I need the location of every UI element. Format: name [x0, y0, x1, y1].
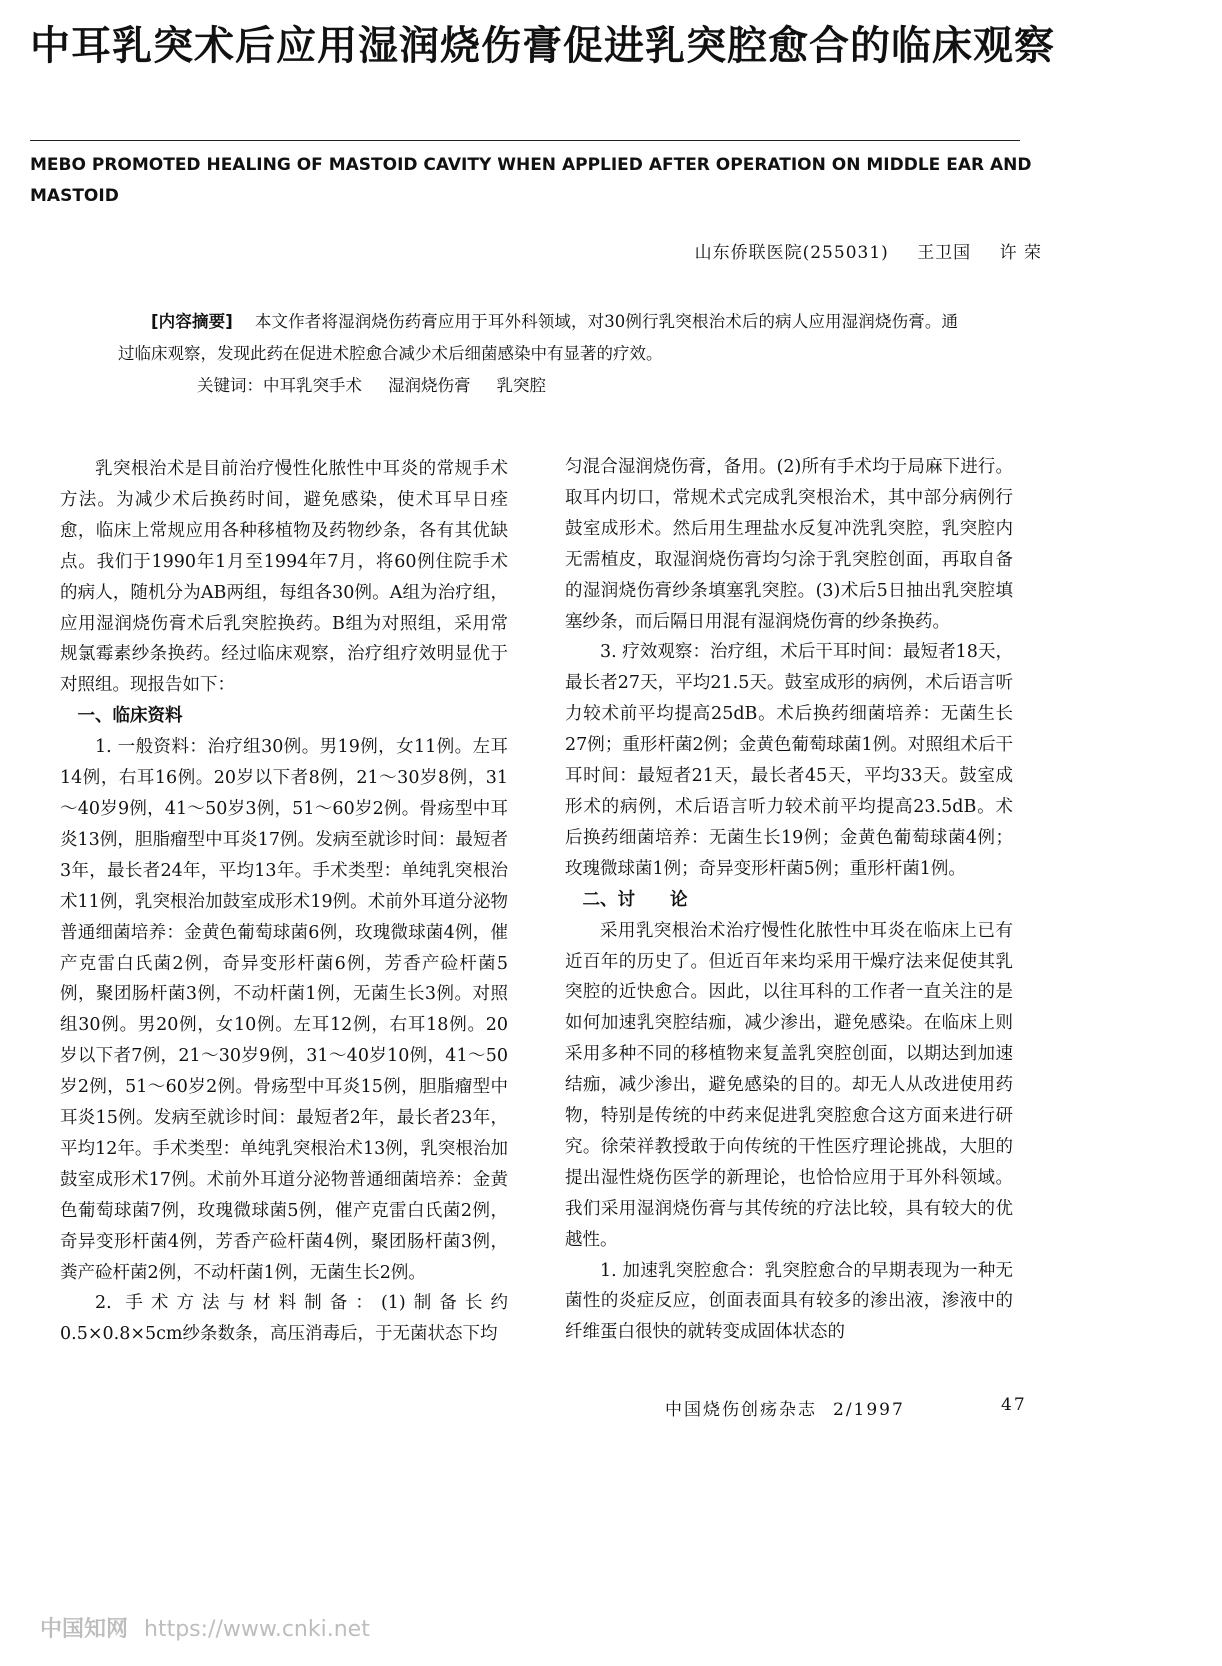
efficacy-paragraph: 3. 疗效观察：治疗组，术后干耳时间：最短者18天，最长者27天，平均21.5天。鼓室成形的病例，术后语言听力较术前平均提高25dB。术后换药细菌培养：无菌生长27例；重形杆菌2例；金黄色葡萄球菌1例。对照组术后干耳时间：最短者21天，最长者45天，平均33天。鼓室成形术的病例，术后语言听力较术前平均提高23.5dB。术后换药细菌培养：无菌生长19例；金黄色葡萄球菌4例；玫瑰微球菌1例；奇异变形杆菌5例；重形杆菌1例。 — [565, 642, 1013, 879]
abstract-paragraph — [118, 306, 958, 370]
surgical-method-paragraph-cont: 匀混合湿润烧伤膏，备用。(2)所有手术均于局麻下进行。取耳内切口，常规术式完成乳突根治术，其中部分病例行鼓室成形术。然后用生理盐水反复冲洗乳突腔，乳突腔内无需植皮，取湿润烧伤膏均匀涂于乳突腔创面，再取自备的湿润烧伤膏纱条填塞乳突腔。(3)术后5日抽出乳突腔填塞纱条，而后隔日用混有湿润烧伤膏的纱条换药。 — [565, 457, 1013, 632]
cnki-watermark — [40, 1612, 370, 1643]
author-name: 王卫国 — [917, 243, 972, 263]
section-heading-discussion: 二、讨 论 — [582, 889, 688, 910]
intro-paragraph: 乳突根治术是目前治疗慢性化脓性中耳炎的常规手术方法。为减少术后换药时间，避免感染，使术耳早日痊愈，临床上常规应用各种移植物及药物纱条，各有其优缺点。我们于1990年1月至1994年7月，将60例住院手术的病人，随机分为AB两组，每组各30例。A组为治疗组，应用湿润烧伤膏术后乳突腔换药。B组为对照组，采用常规氯霉素纱条换药。经过临床观察，治疗组疗效明显优于对照组。现报告如下： — [60, 459, 508, 696]
healing-paragraph: 1. 加速乳突腔愈合：乳突腔愈合的早期表现为一种无菌性的炎症反应，创面表面具有较多的渗出液，渗液中的纤维蛋白很快的就转变成固体状态的 — [565, 1260, 1013, 1343]
article-title-english: MEBO PROMOTED HEALING OF MASTOID CAVITY WHEN APPLIED AFTER OPERATION ON MIDDLE EAR AND MASTOID — [30, 155, 1032, 206]
article-title: 中耳乳突术后应用湿润烧伤膏促进乳突腔愈合的临床观察 — [30, 23, 1055, 69]
abstract-label: [内容摘要] — [151, 312, 233, 331]
keyword: 乳突腔 — [496, 376, 546, 395]
keyword: 湿润烧伤膏 — [388, 376, 471, 395]
journal-name: 中国烧伤创疡杂志 — [665, 1400, 817, 1420]
author-name: 许 荣 — [999, 243, 1042, 263]
title-divider — [30, 140, 1020, 141]
section-heading-clinical-data: 一、临床资料 — [77, 706, 183, 727]
body-column-left — [60, 454, 508, 1350]
page-number: 47 — [1001, 1395, 1027, 1415]
author-line — [695, 238, 1042, 263]
cnki-url: https://www.cnki.net — [144, 1617, 370, 1642]
keyword: 中耳乳突手术 — [263, 376, 362, 395]
body-column-right — [565, 452, 1013, 1348]
keywords-line — [118, 370, 958, 402]
discussion-paragraph: 采用乳突根治术治疗慢性化脓性中耳炎在临床上已有近百年的历史了。但近百年来均采用干燥疗法来促使其乳突腔的近快愈合。因此，以往耳科的工作者一直关注的是如何加速乳突腔结痂，减少渗出，避免感染。在临床上则采用多种不同的移植物来复盖乳突腔创面，以期达到加速结痂，减少渗出，避免感染的目的。却无人从改进使用药物，特别是传统的中药来促进乳突腔愈合这方面来进行研究。徐荣祥教授敢于向传统的干性医疗理论挑战，大胆的提出湿性烧伤医学的新理论，也恰恰应用于耳外科领域。我们采用湿润烧伤膏与其传统的疗法比较，具有较大的优越性。 — [565, 920, 1013, 1250]
surgical-method-paragraph-start: 2. 手术方法与材料制备：(1)制备长约0.5×0.8×5cm纱条数条，高压消毒后，于无菌状态下均 — [60, 1293, 508, 1345]
affiliation: 山东侨联医院(255031) — [694, 243, 889, 263]
general-data-paragraph: 1. 一般资料：治疗组30例。男19例，女11例。左耳14例，右耳16例。20岁以下者8例，21～30岁8例，31～40岁9例，41～50岁3例，51～60岁2例。骨疡型中耳炎13例，胆脂瘤型中耳炎17例。发病至就诊时间：最短者3年，最长者24年，平均13年。手术类型：单纯乳突根治术11例，乳突根治加鼓室成形术19例。术前外耳道分泌物普通细菌培养：金黄色葡萄球菌6例，玫瑰微球菌4例，催产克雷白氏菌2例，奇异变形杆菌6例，芳香产硷杆菌5例，聚团肠杆菌3例，不动杆菌1例，无菌生长3例。对照组30例。男20例，女10例。左耳12例，右耳18例。20岁以下者7例，21～30岁9例，31～40岁10例，41～50岁2例，51～60岁2例。骨疡型中耳炎15例，胆脂瘤型中耳炎15例。发病至就诊时间：最短者2年，最长者23年，平均12年。手术类型：单纯乳突根治术13例，乳突根治加鼓室成形术17例。术前外耳道分泌物普通细菌培养：金黄色葡萄球菌7例，玫瑰微球菌5例，催产克雷白氏菌2例，奇异变形杆菌4例，芳香产硷杆菌4例，聚团肠杆菌3例，粪产硷杆菌2例，不动杆菌1例，无菌生长2例。 — [60, 737, 508, 1283]
cnki-logo: 中国知网 — [40, 1617, 129, 1642]
keywords-label: 关键词： — [197, 376, 263, 395]
page-footer — [665, 1395, 1027, 1420]
journal-issue: 2/1997 — [833, 1400, 905, 1420]
abstract-text: 本文作者将湿润烧伤药膏应用于耳外科领域，对30例行乳突根治术后的病人应用湿润烧伤膏。通过临床观察，发现此药在促进术腔愈合减少术后细菌感染中有显著的疗效。 — [118, 312, 958, 363]
abstract-block — [118, 306, 958, 402]
